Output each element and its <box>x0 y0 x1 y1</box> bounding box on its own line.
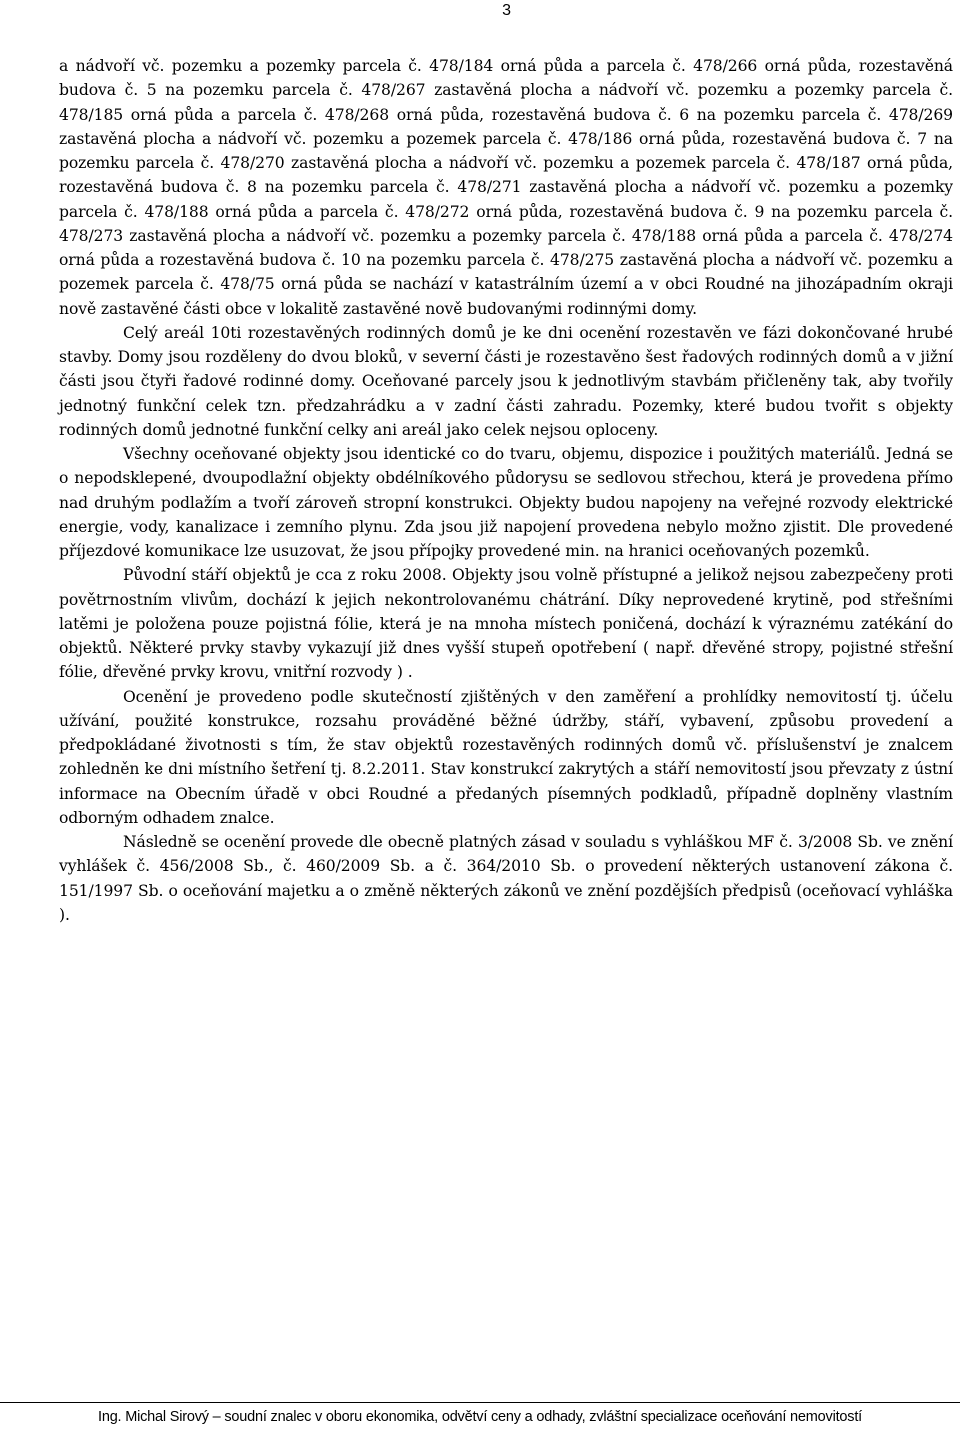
page-footer: Ing. Michal Sirový – soudní znalec v oboru ekonomika, odvětví ceny a odhady, zvláštní specializace oceňování nemovitostí <box>0 1402 960 1425</box>
page-number: 3 <box>502 2 511 19</box>
document-body <box>59 54 953 927</box>
paragraph-valuation-basis: Ocenění je provedeno podle skutečností zjištěných v den zaměření a prohlídky nemovitostí tj. účelu užívání, použité konstrukce, rozsahu prováděné běžné údržby, stáří, vybavení, způsobu provedení a předpokládané životnosti s tím, že stav objektů rozestavěných rodinných domů vč. příslušenství je znalcem zohledněn ke dni místního šetření tj. 8.2.2011. Stav konstrukcí zakrytých a stáří nemovitostí jsou převzaty z ústní informace na Obecním úřadě v obci Roudné a předaných písemných podkladů, případně doplněny vlastním odborným odhadem znalce. <box>59 687 953 827</box>
paragraph-area-description: Celý areál 10ti rozestavěných rodinných domů je ke dni ocenění rozestavěn ve fázi dokončované hrubé stavby. Domy jsou rozděleny do dvou bloků, v severní části je rozestavěno šest řadových rodinných domů a v jižní části jsou čtyři řadové rodinné domy. Oceňované parcely jsou k jednotlivým stavbám přičleněny tak, aby tvořily jednotný funkční celek tzn. předzahrádku a v zadní části zahradu. Pozemky, které budou tvořit s objekty rodinných domů jednotné funkční celky ani areál jako celek nejsou oploceny. <box>59 323 953 439</box>
paragraph-parcels: a nádvoří vč. pozemku a pozemky parcela č. 478/184 orná půda a parcela č. 478/266 orná půda, rozestavěná budova č. 5 na pozemku parcela č. 478/267 zastavěná plocha a nádvoří vč. pozemku a pozemky parcela č. 478/185 orná půda a parcela č. 478/268 orná půda, rozestavěná budova č. 6 na pozemku parcela č. 478/269 zastavěná plocha a nádvoří vč. pozemku a pozemek parcela č. 478/186 orná půda, rozestavěná budova č. 7 na pozemku parcela č. 478/270 zastavěná plocha a nádvoří vč. pozemku a pozemek parcela č. 478/187 orná půda, rozestavěná budova č. 8 na pozemku parcela č. 478/271 zastavěná plocha a nádvoří vč. pozemku a pozemky parcela č. 478/188 orná půda a parcela č. 478/272 orná půda, rozestavěná budova č. 9 na pozemku parcela č. 478/273 zastavěná plocha a nádvoří vč. pozemku a pozemky parcela č. 478/188 orná půda a parcela č. 478/274 orná půda a rozestavěná budova č. 10 na pozemku parcela č. 478/275 zastavěná plocha a nádvoří vč. pozemku a pozemek parcela č. 478/75 orná půda se nachází v katastrálním území a v obci Roudné na jihozápadním okraji nově zastavěné části obce v lokalitě zastavěné nově budovanými rodinnými domy. <box>59 57 953 318</box>
paragraph-age-condition: Původní stáří objektů je cca z roku 2008. Objekty jsou volně přístupné a jelikož nejsou zabezpečeny proti povětrnostním vlivům, dochází k jejich nekontrolovanému chátrání. Díky neprovedené krytině, pod střešními latěmi je položena pouze pojistná fólie, která je na mnoha místech poničená, dochází k výraznému zatékání do objektů. Některé prvky stavby vykazují již dnes vyšší stupeň opotřebení ( např. dřevěné stropy, pojistné střešní fólie, dřevěné prvky krovu, vnitřní rozvody ) . <box>59 566 953 682</box>
paragraph-building-description: Všechny oceňované objekty jsou identické co do tvaru, objemu, dispozice i použitých materiálů. Jedná se o nepodsklepené, dvoupodlažní objekty obdélníkového půdorysu se sedlovou střechou, která je provedena přímo nad druhým podlažím a tvoří zároveň stropní konstrukci. Objekty budou napojeny na veřejné rozvody elektrické energie, vody, kanalizace i zemního plynu. Zda jsou již napojení provedena nebylo možno zjistit. Dle provedené příjezdové komunikace lze usuzovat, že jsou přípojky provedené min. na hranici oceňovaných pozemků. <box>59 445 953 560</box>
paragraph-legal-basis: Následně se ocenění provede dle obecně platných zásad v souladu s vyhláškou MF č. 3/2008 Sb. ve znění vyhlášek č. 456/2008 Sb., č. 460/2009 Sb. a č. 364/2010 Sb. o provedení některých ustanovení zákona č. 151/1997 Sb. o oceňování majetku a o změně některých zákonů ve znění pozdějších předpisů (oceňovací vyhláška ). <box>59 833 953 924</box>
